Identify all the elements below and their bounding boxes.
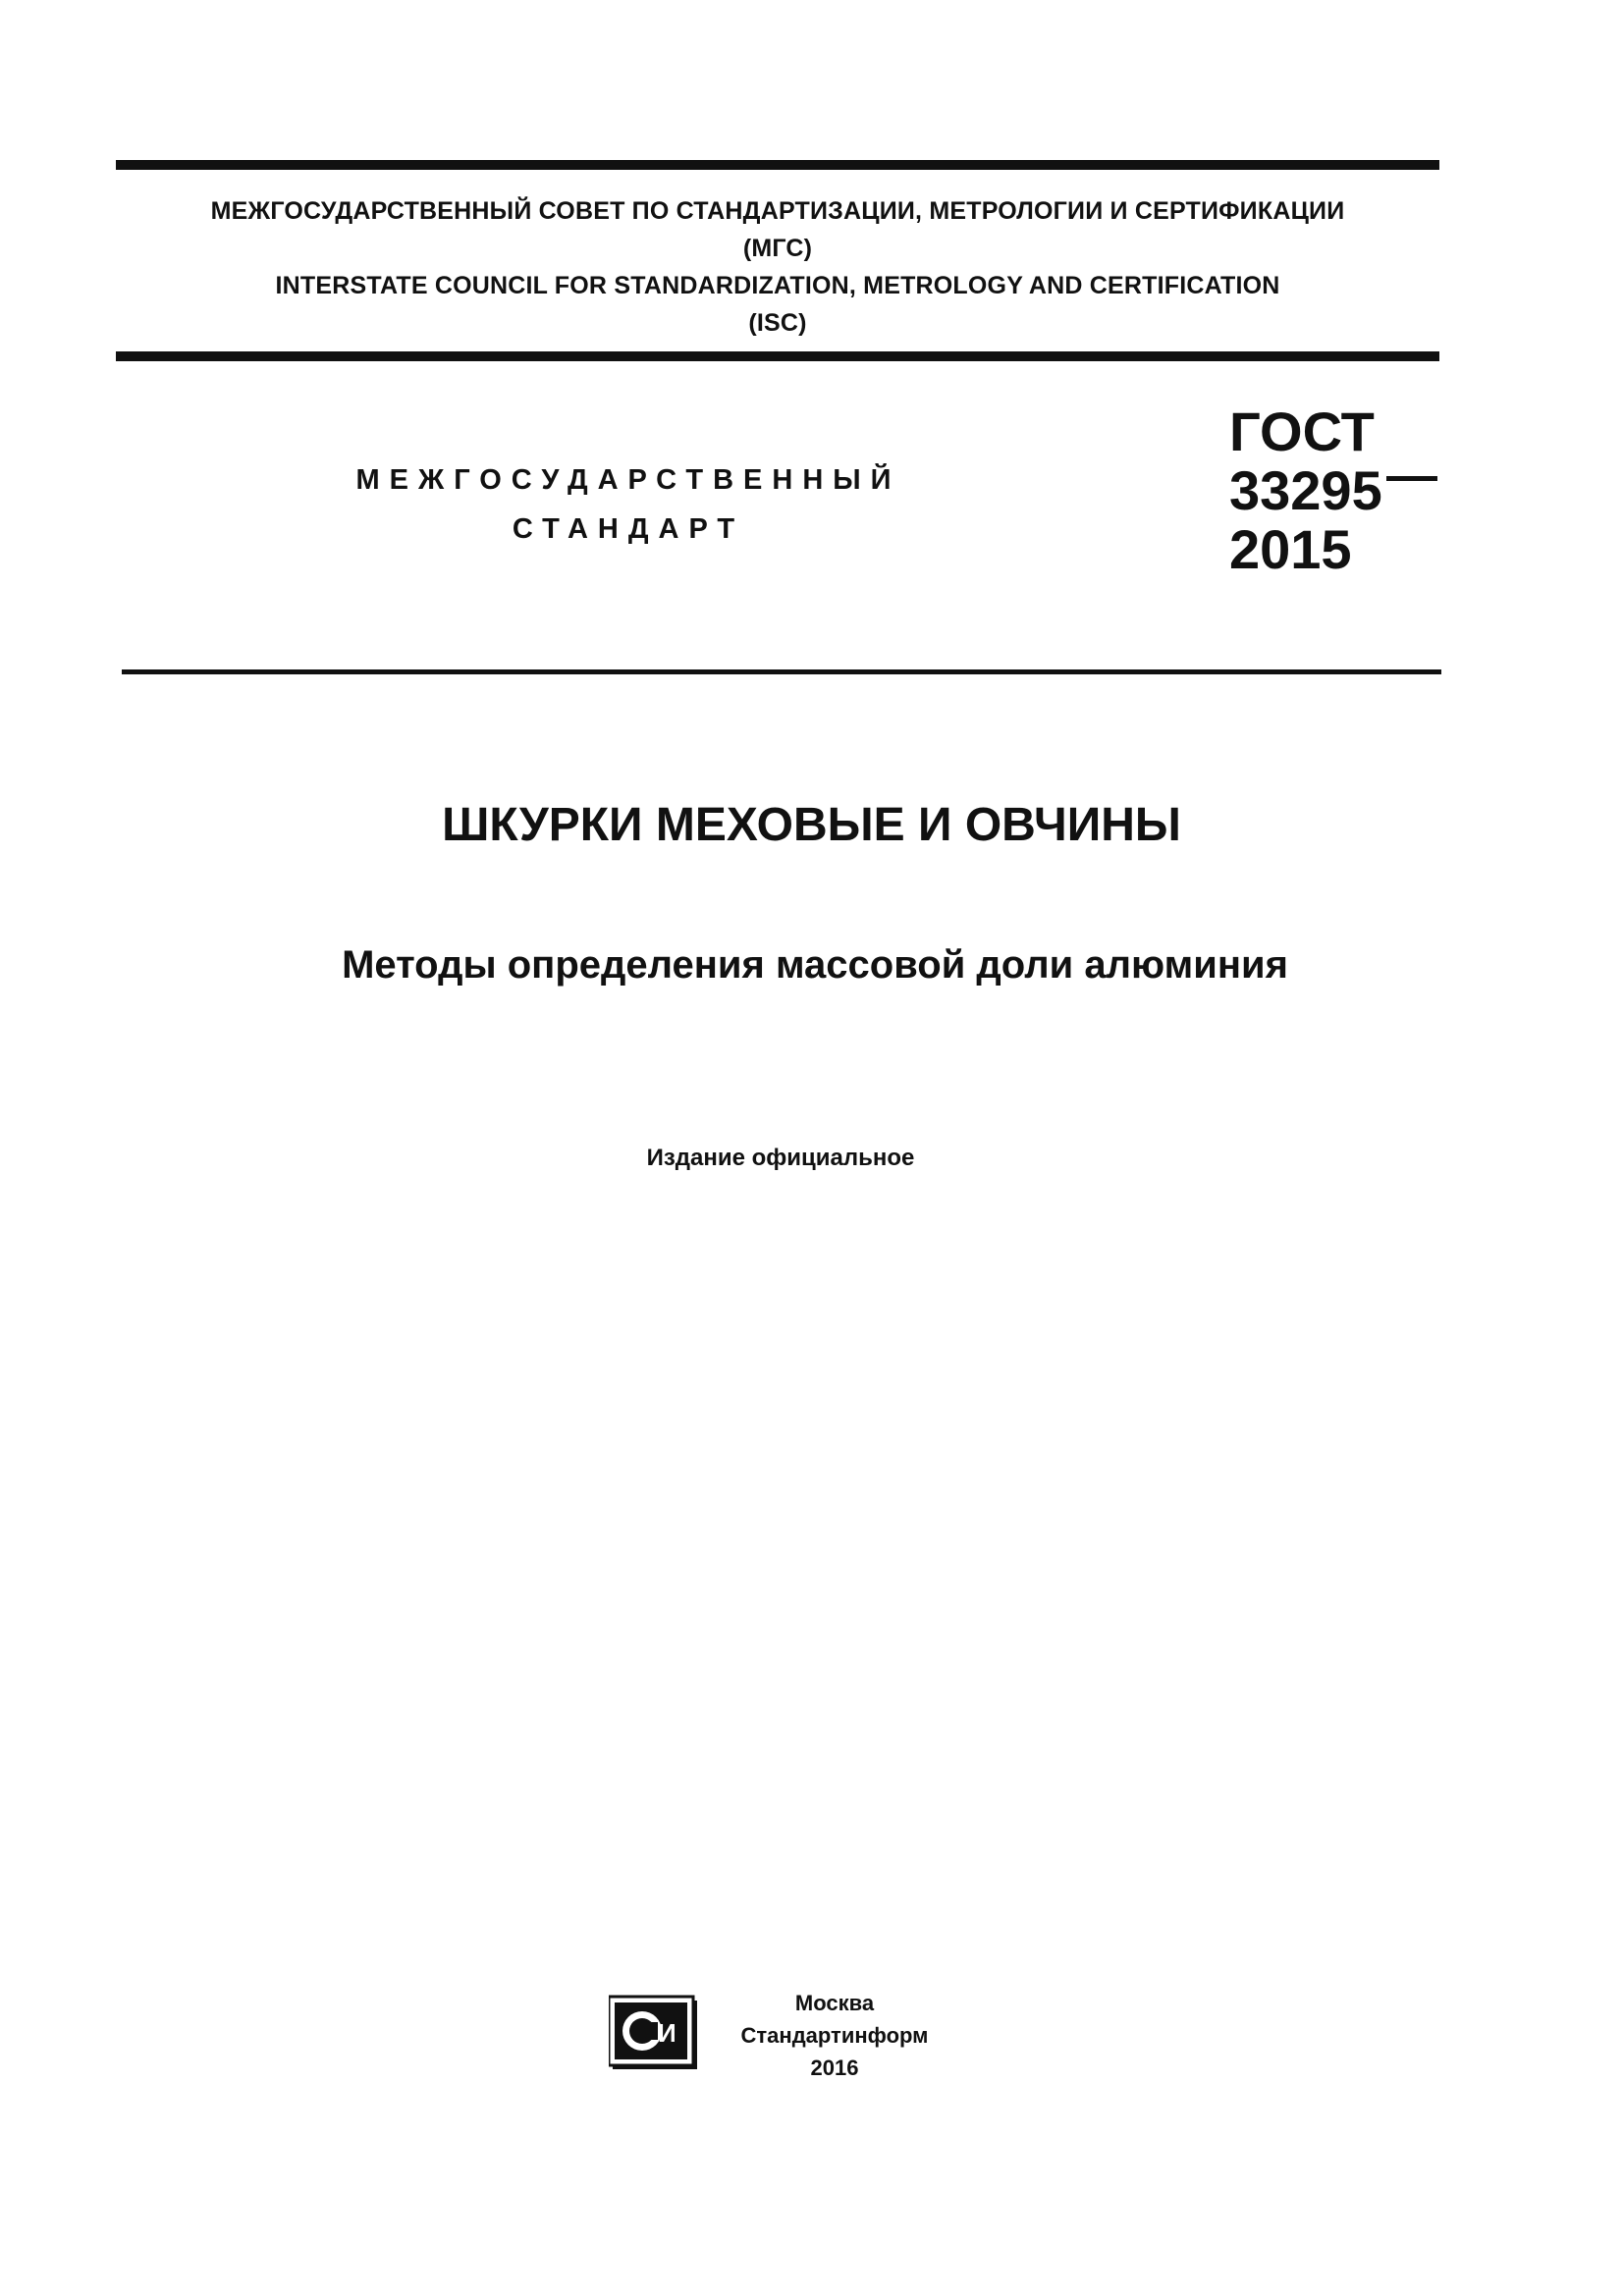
council-name-ru: МЕЖГОСУДАРСТВЕННЫЙ СОВЕТ ПО СТАНДАРТИЗАЦИИ, МЕТРОЛОГИИ И СЕРТИФИКАЦИИ — [210, 197, 1345, 225]
gost-year: 2015 — [1229, 518, 1352, 580]
publisher-block — [609, 1983, 962, 2101]
council-header — [116, 192, 1439, 342]
gost-number: 33295 — [1229, 459, 1382, 521]
bottom-rule — [122, 669, 1441, 674]
publisher-year: 2016 — [810, 2056, 859, 2080]
gost-prefix: ГОСТ — [1229, 400, 1375, 462]
gost-dash — [1386, 476, 1437, 481]
document-subtitle: Методы определения массовой доли алюминия — [342, 943, 1288, 987]
council-abbr-en: (ISC) — [748, 309, 807, 337]
publisher-city: Москва — [794, 1991, 875, 2015]
standard-label-line2: СТАНДАРТ — [512, 513, 745, 545]
standartinform-logo — [609, 1993, 705, 2073]
svg-text:И: И — [658, 2018, 676, 2048]
top-rule — [116, 160, 1439, 170]
middle-rule — [116, 351, 1439, 361]
standard-label — [295, 455, 962, 554]
standard-label-line1: МЕЖГОСУДАРСТВЕННЫЙ — [355, 464, 901, 496]
publisher-name: Стандартинформ — [740, 2023, 929, 2048]
publisher-text — [722, 1987, 947, 2084]
edition-note: Издание официальное — [646, 1145, 915, 1171]
council-name-en: INTERSTATE COUNCIL FOR STANDARDIZATION, METROLOGY AND CERTIFICATION — [275, 272, 1280, 299]
council-abbr-ru: (МГС) — [742, 235, 813, 262]
document-title: ШКУРКИ МЕХОВЫЕ И ОВЧИНЫ — [442, 799, 1181, 851]
gost-number-wrap — [1229, 461, 1382, 520]
gost-designation — [1229, 402, 1382, 579]
